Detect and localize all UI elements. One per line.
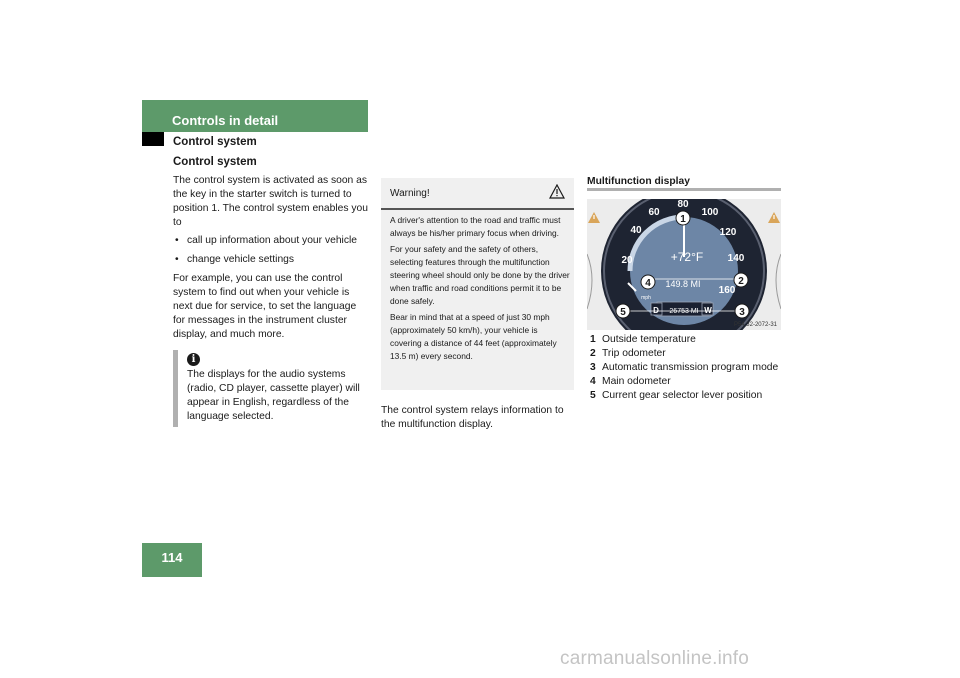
legend-number: 2: [590, 348, 596, 359]
legend-number: 4: [590, 376, 596, 387]
callout-2: 2: [738, 276, 744, 287]
trip-odometer: 149.8 MI: [665, 279, 701, 289]
callout-5: 5: [620, 307, 626, 318]
info-bar: [173, 350, 178, 427]
page-number: 114: [142, 543, 202, 577]
gear-indicator: D: [653, 306, 659, 315]
legend-row: [590, 375, 784, 389]
main-odometer: 26753 MI: [669, 308, 699, 315]
intro-paragraph: The control system is activated as soon as the key in the starter switch is turned to position 1. The control system enables you to: [173, 175, 368, 228]
legend-row: [590, 347, 784, 361]
speed-tick-label: 20: [621, 255, 633, 266]
legend-label: Trip odometer: [602, 348, 666, 359]
legend-number: 5: [590, 390, 596, 401]
warning-paragraph: A driver's attention to the road and traffic must always be his/her primary focus when driving.: [390, 215, 561, 238]
speed-tick-label: 80: [677, 199, 689, 210]
legend-label: Outside temperature: [602, 334, 696, 345]
relay-paragraph: The control system relays information to the multifunction display.: [381, 405, 564, 430]
legend-row: [590, 333, 784, 347]
info-note: [173, 350, 370, 427]
page-heading: Control system: [173, 156, 257, 168]
warning-divider: [381, 208, 574, 210]
callout-3: 3: [739, 307, 745, 318]
mfd-divider: [587, 188, 781, 191]
warning-triangle-icon: [549, 184, 565, 199]
watermark: carmanualsonline.info: [560, 648, 750, 669]
legend-label: Main odometer: [602, 376, 671, 387]
legend-label: Current gear selector lever position: [602, 390, 763, 401]
legend-number: 1: [590, 334, 596, 345]
mfd-title: Multifunction display: [587, 176, 690, 187]
legend-label: Automatic transmission program mode: [602, 362, 779, 373]
legend-row: [590, 389, 784, 403]
outside-temperature: +72°F: [670, 250, 704, 264]
feature-list: [173, 234, 368, 267]
callout-1: 1: [680, 214, 686, 225]
list-item: • change vehicle settings: [173, 253, 368, 267]
legend-row: [590, 361, 784, 375]
section-header: Controls in detail: [142, 100, 368, 132]
section-tab-marker: [142, 132, 164, 146]
example-paragraph: For example, you can use the control system to find out when your vehicle is next due for service, to set the language for messages in the instrument cluster display, and much more.: [173, 273, 357, 340]
image-code: P54.32-2072-31: [733, 322, 777, 328]
subsection-title: Control system: [173, 136, 257, 148]
program-indicator: W: [704, 306, 712, 315]
intro-column: [173, 174, 368, 346]
instrument-cluster-image: [587, 199, 781, 330]
speed-tick-label: 60: [648, 207, 660, 218]
warning-text: [390, 214, 570, 366]
mfd-legend: [590, 333, 784, 403]
warning-title: Warning!: [390, 188, 430, 199]
info-note-text: The displays for the audio systems (radio, CD player, cassette player) will appear in English, regardless of the language selected.: [187, 369, 360, 422]
speed-tick-label: 40: [630, 225, 642, 236]
info-icon: i: [187, 353, 200, 366]
warning-paragraph: Bear in mind that at a speed of just 30 mph (approximately 50 km/h), your vehicle is covering a distance of 44 feet (approximately 13.5 m) every second.: [390, 312, 557, 361]
speed-unit: mph: [641, 295, 651, 301]
warning-box: [381, 178, 574, 390]
speed-tick-label: 160: [718, 285, 736, 296]
speed-tick-label: 100: [701, 207, 719, 218]
callout-4: 4: [645, 278, 651, 289]
warning-paragraph: For your safety and the safety of others, selecting features through the multifunction steering wheel should only be done by the driver when traffic and road conditions permit it to be done safely.: [390, 244, 570, 306]
speed-tick-label: 120: [719, 227, 737, 238]
legend-number: 3: [590, 362, 596, 373]
cluster-graphic: [587, 199, 781, 330]
speed-tick-label: 140: [727, 253, 745, 264]
list-item: • call up information about your vehicle: [173, 234, 368, 248]
